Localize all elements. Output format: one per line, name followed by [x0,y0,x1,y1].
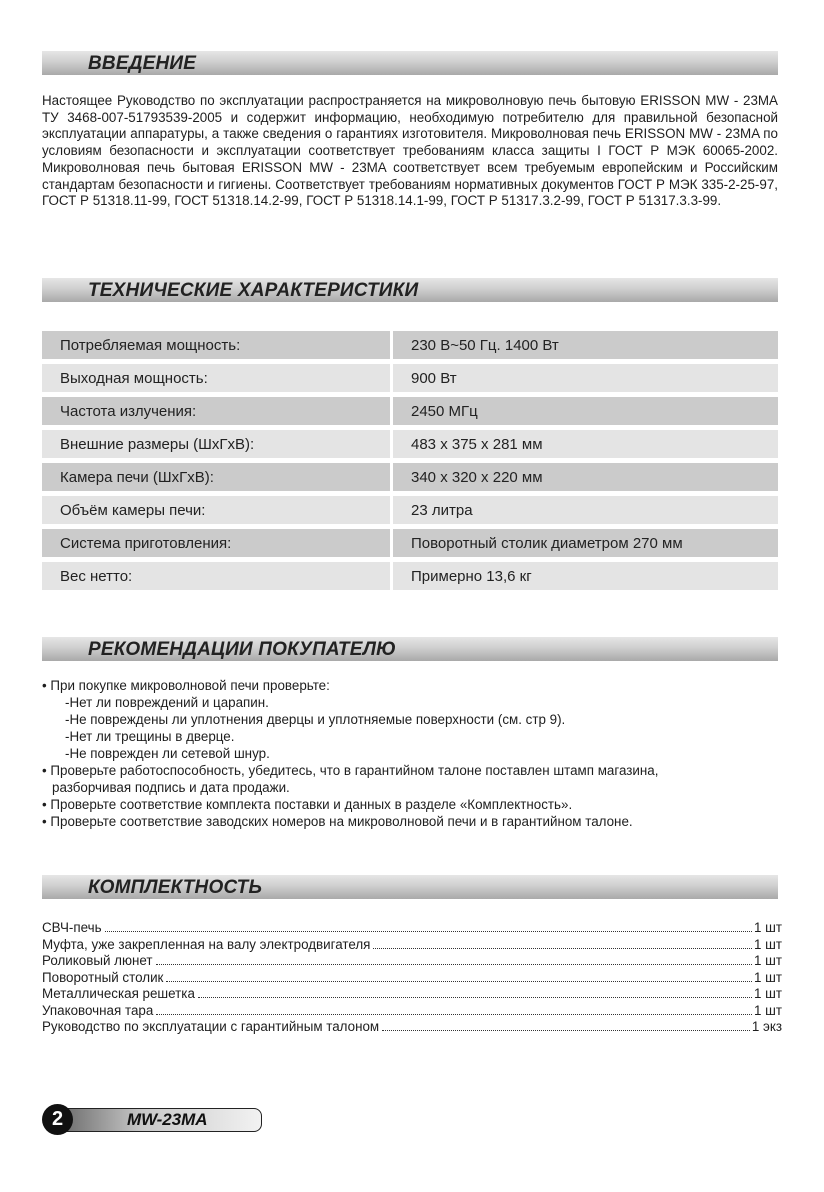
list-item: • Проверьте соответствие заводских номеров на микроволновой печи и в гарантийном талоне. [42,814,633,829]
page-number: 2 [42,1104,73,1135]
intro-paragraph: Настоящее Руководство по эксплуатации распространяется на микроволновую печь бытовую ERISSON MW - 23MA ТУ 3468-007-51793539-2005 и содержит информацию, необходимую потребителю для правильной безопасной эксплуатации аппаратуры, а также сведения о гарантиях изготовителя. Микроволновая печь ERISSON MW - 23MA по условиям безопасности и эксплуатации соответствует требованиям класса защиты I ГОСТ Р МЭК 60065-2002. Микроволновая печь бытовая ERISSON MW - 23MA соответствует всем требуемым европейским и Российским стандартам безопасности и гигиены. Соответствует требованиям нормативных документов ГОСТ Р МЭК 335-2-25-97, ГОСТ Р 51318.11-99, ГОСТ 51318.14.2-99, ГОСТ Р 51318.14.1-99, ГОСТ Р 51317.3.2-99, ГОСТ Р 51317.3.3-99. [42,93,778,209]
list-item: • Проверьте соответствие комплекта поставки и данных в разделе «Комплектность». [42,797,573,812]
model-name: MW-23MA [127,1110,208,1129]
part-name: СВЧ-печь [42,920,102,935]
part-name: Муфта, уже закрепленная на валу электродвигателя [42,936,371,952]
dot-leader [382,1030,750,1031]
spec-label: Камера печи (ШхГхВ): [42,463,390,491]
part-name: Упаковочная тара [42,1002,154,1018]
section-header-contents [42,875,778,899]
spec-value: 900 Вт [390,364,778,392]
spec-value: 483 х 375 х 281 мм [390,430,778,458]
model-tab [62,1108,262,1132]
spec-row [42,562,778,590]
page-footer [42,1104,262,1136]
spec-label: Потребляемая мощность: [42,331,390,359]
spec-value: 23 литра [390,496,778,524]
part-name: Поворотный столик [42,969,164,985]
spec-label: Вес нетто: [42,562,390,590]
spec-value: Поворотный столик диаметром 270 мм [390,529,778,557]
section-title-intro: ВВЕДЕНИЕ [88,53,197,74]
part-quantity: 1 шт [753,953,782,968]
spec-row [42,430,778,458]
spec-label: Частота излучения: [42,397,390,425]
list-item: • При покупке микроволновой печи проверьте: [42,678,330,693]
section-header-recommendations [42,637,778,661]
spec-row [42,463,778,491]
part-name: Роликовый люнет [42,953,153,968]
section-header-intro [42,51,778,75]
spec-row [42,364,778,392]
spec-label: Внешние размеры (ШхГхВ): [42,430,390,458]
contents-list [42,920,782,1036]
section-title-recommendations: РЕКОМЕНДАЦИИ ПОКУПАТЕЛЮ [88,639,397,660]
part-quantity: 1 шт [753,936,782,952]
spec-row [42,331,778,359]
list-item [42,1003,782,1020]
list-item [42,970,782,987]
spec-label: Выходная мощность: [42,364,390,392]
dot-leader [156,1014,752,1015]
list-item [42,953,782,970]
section-header-specs [42,278,778,302]
spec-value: 230 В~50 Гц. 1400 Вт [390,331,778,359]
part-quantity: 1 шт [753,986,782,1001]
part-quantity: 1 шт [753,969,782,985]
list-subitem: -Не поврежден ли сетевой шнур. [65,746,270,761]
section-title-specs: ТЕХНИЧЕСКИЕ ХАРАКТЕРИСТИКИ [88,280,419,301]
spec-label: Система приготовления: [42,529,390,557]
part-name: Металлическая решетка [42,986,195,1001]
section-title-contents: КОМПЛЕКТНОСТЬ [88,877,263,898]
spec-row [42,529,778,557]
list-item-continuation: разборчивая подпись и дата продажи. [52,780,290,795]
dot-leader [156,964,752,965]
recommendations-list [42,677,802,830]
part-quantity: 1 шт [753,1002,782,1018]
list-subitem: -Нет ли повреждений и царапин. [65,695,269,710]
list-subitem: -Нет ли трещины в дверце. [65,729,235,744]
spec-label: Объём камеры печи: [42,496,390,524]
spec-value: 2450 МГц [390,397,778,425]
part-name: Руководство по эксплуатации с гарантийным талоном [42,1019,380,1034]
part-quantity: 1 шт [753,920,782,935]
spec-value: Примерно 13,6 кг [390,562,778,590]
dot-leader [166,981,752,982]
list-item [42,986,782,1003]
list-item [42,920,782,937]
spec-value: 340 х 320 х 220 мм [390,463,778,491]
dot-leader [105,931,752,932]
dot-leader [198,997,752,998]
part-quantity: 1 экз [751,1019,782,1034]
spec-row [42,496,778,524]
list-item [42,1019,782,1036]
spec-row [42,397,778,425]
list-subitem: -Не повреждены ли уплотнения дверцы и уплотняемые поверхности (см. стр 9). [65,712,566,727]
specs-table [42,326,778,595]
list-item [42,937,782,954]
dot-leader [373,948,752,949]
list-item: • Проверьте работоспособность, убедитесь, что в гарантийном талоне поставлен штамп магазина, [42,763,659,778]
